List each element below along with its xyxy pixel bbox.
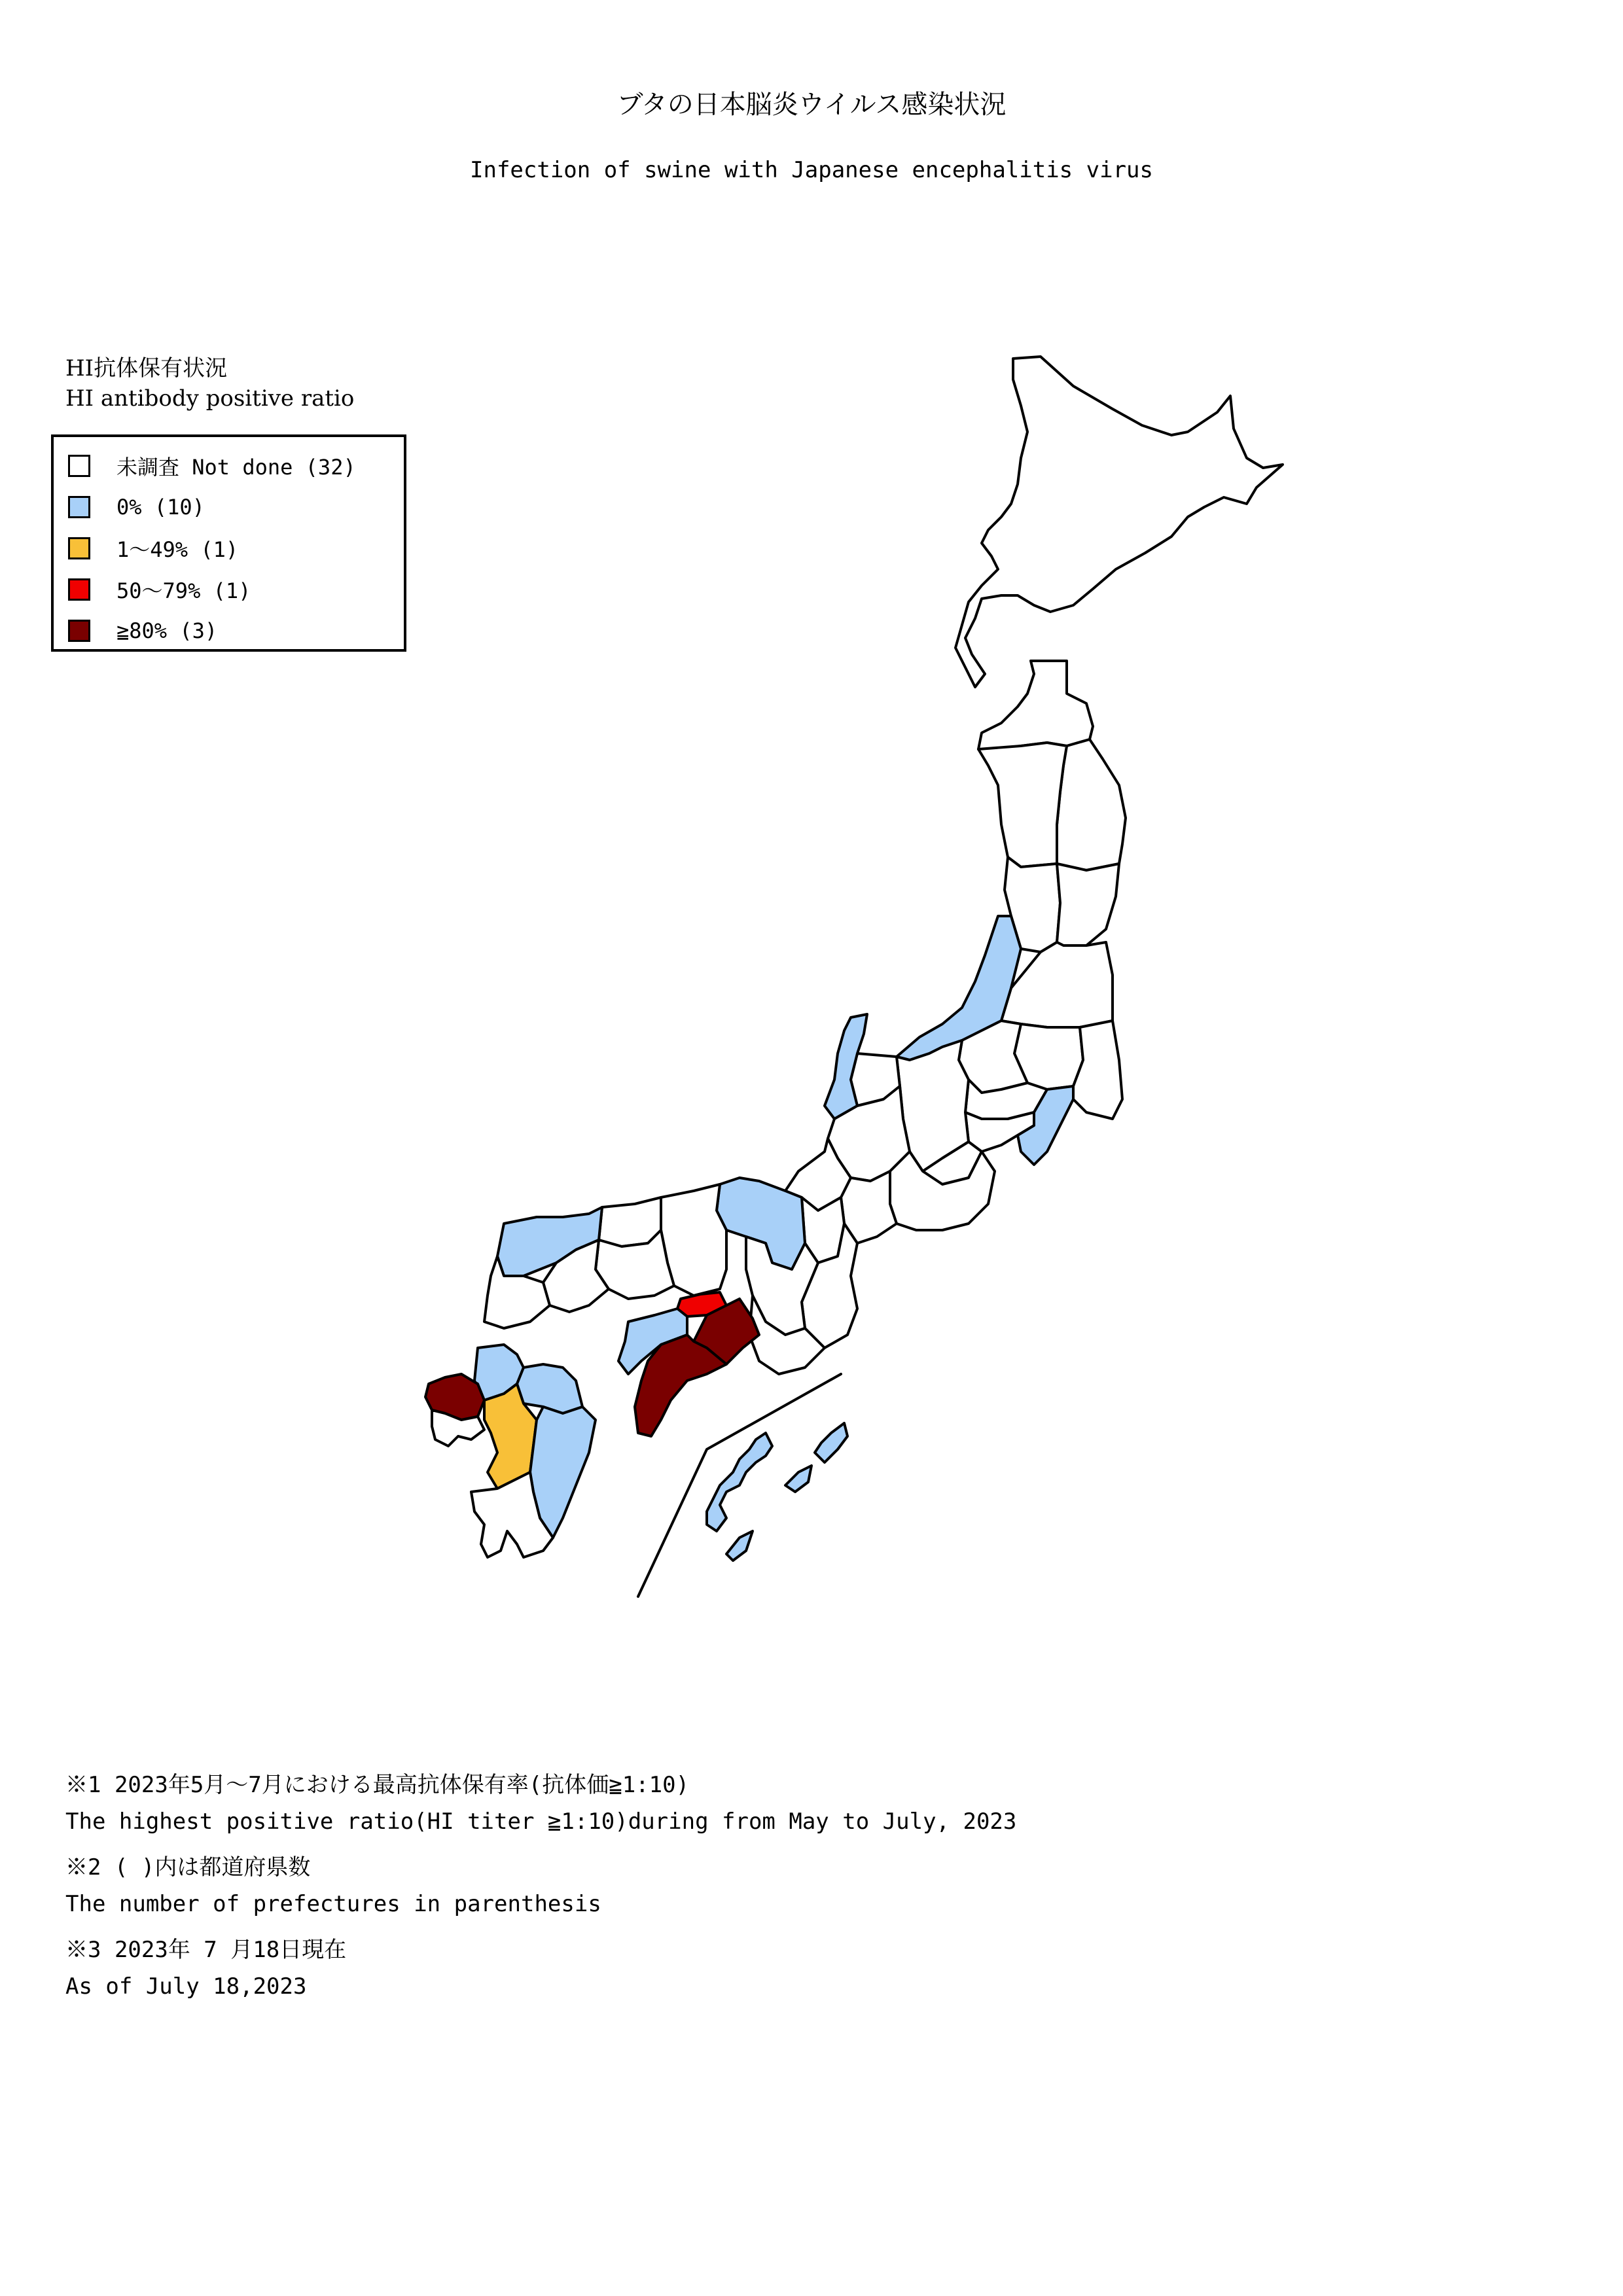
- legend-label-zero: 0% (10): [116, 495, 205, 520]
- footnote-2: ※2 ( )内は都道府県数: [65, 1854, 311, 1881]
- legend-heading-japanese: HI抗体保有状況: [65, 355, 228, 381]
- region-iwate: [1057, 739, 1126, 870]
- map-title-japanese: ブタの日本脳炎ウイルス感染状況: [616, 90, 1007, 120]
- region-hokkaido: [955, 357, 1283, 687]
- region-okinawa: [707, 1423, 847, 1561]
- legend-label-mid: 50～79% (1): [116, 578, 251, 603]
- region-akita: [978, 743, 1067, 867]
- region-miyagi: [1057, 864, 1119, 945]
- region-aomori: [978, 661, 1093, 749]
- footnote-2-english: The number of prefectures in parenthesis: [65, 1891, 601, 1917]
- map-title-english: Infection of swine with Japanese encephalitis virus: [470, 157, 1153, 183]
- legend-label-not-done: 未調査 Not done (32): [116, 455, 356, 480]
- legend-heading-english: HI antibody positive ratio: [65, 385, 355, 412]
- footnote-3-english: As of July 18,2023: [65, 1973, 307, 2000]
- legend-label-low: 1～49% (1): [116, 537, 239, 562]
- region-ibaraki: [1073, 1021, 1122, 1119]
- footnote-1: ※1 2023年5月～7月における最高抗体保有率(抗体価≧1:10): [65, 1772, 690, 1798]
- footnote-1-english: The highest positive ratio(HI titer ≧1:10)during from May to July, 2023: [65, 1809, 1017, 1835]
- legend-label-high: ≧80% (3): [116, 618, 218, 643]
- footnote-3: ※3 2023年 7 月18日現在: [65, 1937, 347, 1963]
